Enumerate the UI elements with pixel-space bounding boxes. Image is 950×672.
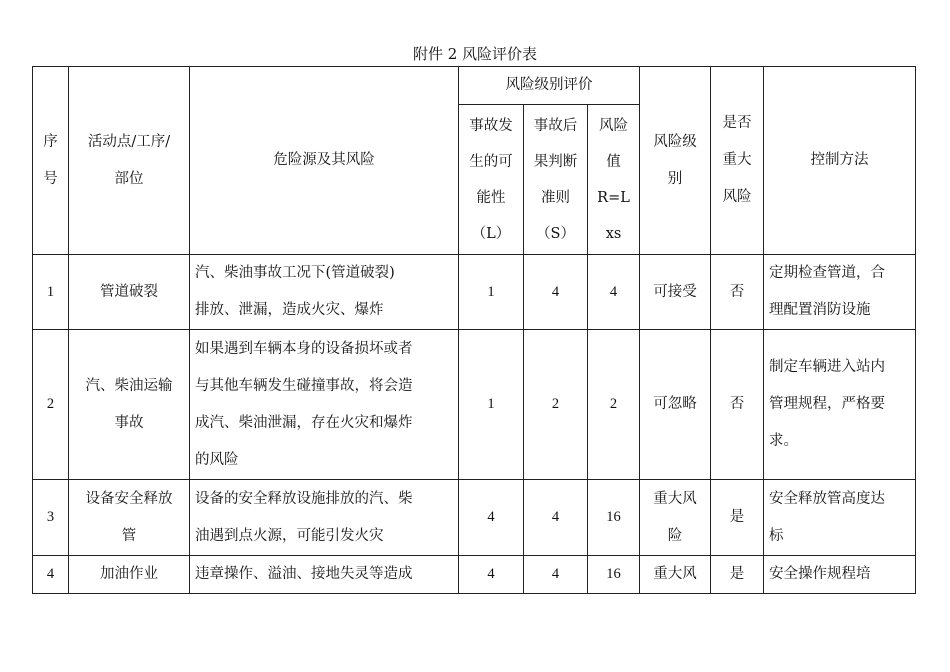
header-row-1 bbox=[33, 67, 916, 105]
row-activity: 管道破裂 bbox=[69, 255, 190, 330]
row-activity: 汽、柴油运输 事故 bbox=[69, 330, 190, 480]
row-hazard: 汽、柴油事故工况下(管道破裂) 排放、泄漏，造成火灾、爆炸 bbox=[190, 255, 459, 330]
row-likelihood: 4 bbox=[459, 556, 524, 594]
row-control-method: 定期检查管道，合 理配置消防设施 bbox=[764, 255, 916, 330]
row-hazard: 如果遇到车辆本身的设备损坏或者 与其他车辆发生碰撞事故，将会造 成汽、柴油泄漏，存在火灾和爆炸 的风险 bbox=[190, 330, 459, 480]
row-index: 4 bbox=[33, 556, 69, 594]
row-major-risk: 否 bbox=[711, 330, 764, 480]
row-likelihood: 1 bbox=[459, 330, 524, 480]
header-risk-value: 风险 值 R=L xs bbox=[588, 105, 640, 255]
header-control-method: 控制方法 bbox=[764, 67, 916, 255]
row-risk-value: 4 bbox=[588, 255, 640, 330]
row-severity: 2 bbox=[524, 330, 588, 480]
row-major-risk: 否 bbox=[711, 255, 764, 330]
row-index: 1 bbox=[33, 255, 69, 330]
row-index: 2 bbox=[33, 330, 69, 480]
row-risk-value: 2 bbox=[588, 330, 640, 480]
row-likelihood: 4 bbox=[459, 480, 524, 556]
row-control-method: 安全释放管高度达 标 bbox=[764, 480, 916, 556]
row-hazard: 违章操作、溢油、接地失灵等造成 bbox=[190, 556, 459, 594]
row-control-method: 安全操作规程培 bbox=[764, 556, 916, 594]
row-risk-value: 16 bbox=[588, 556, 640, 594]
row-major-risk: 是 bbox=[711, 480, 764, 556]
header-index: 序 号 bbox=[33, 67, 69, 255]
header-likelihood: 事故发 生的可 能性 （L） bbox=[459, 105, 524, 255]
header-activity: 活动点/工序/ 部位 bbox=[69, 67, 190, 255]
row-risk-level: 重大风 险 bbox=[640, 480, 711, 556]
header-hazard: 危险源及其风险 bbox=[190, 67, 459, 255]
row-index: 3 bbox=[33, 480, 69, 556]
row-severity: 4 bbox=[524, 480, 588, 556]
row-risk-value: 16 bbox=[588, 480, 640, 556]
document-title: 附件 2 风险评价表 bbox=[412, 45, 538, 63]
risk-assessment-table bbox=[32, 66, 916, 594]
row-likelihood: 1 bbox=[459, 255, 524, 330]
table-row bbox=[33, 255, 916, 330]
row-activity: 加油作业 bbox=[69, 556, 190, 594]
header-risk-level: 风险级 别 bbox=[640, 67, 711, 255]
table-row bbox=[33, 330, 916, 480]
row-severity: 4 bbox=[524, 255, 588, 330]
row-risk-level: 可忽略 bbox=[640, 330, 711, 480]
header-severity: 事故后 果判断 准则 （S） bbox=[524, 105, 588, 255]
header-risk-evaluation-group: 风险级别评价 bbox=[459, 67, 640, 105]
header-major-risk: 是否 重大 风险 bbox=[711, 67, 764, 255]
row-control-method: 制定车辆进入站内 管理规程，严格要 求。 bbox=[764, 330, 916, 480]
table-row bbox=[33, 480, 916, 556]
row-severity: 4 bbox=[524, 556, 588, 594]
row-major-risk: 是 bbox=[711, 556, 764, 594]
row-activity: 设备安全释放 管 bbox=[69, 480, 190, 556]
row-hazard: 设备的安全释放设施排放的汽、柴 油遇到点火源，可能引发火灾 bbox=[190, 480, 459, 556]
row-risk-level: 可接受 bbox=[640, 255, 711, 330]
row-risk-level: 重大风 bbox=[640, 556, 711, 594]
table-row bbox=[33, 556, 916, 594]
